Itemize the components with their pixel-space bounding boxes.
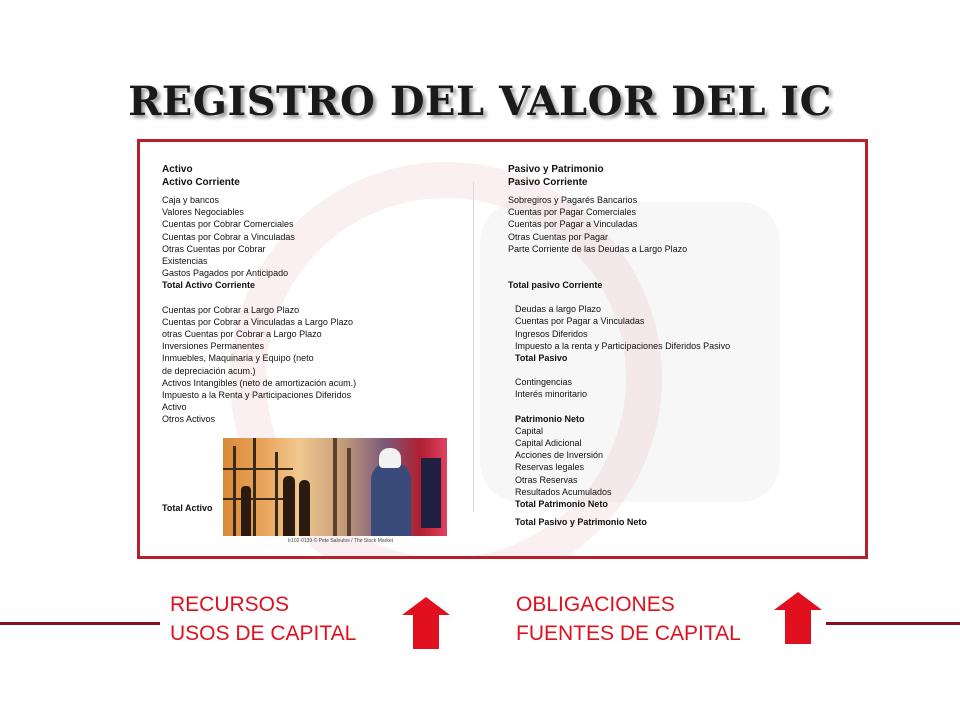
list-item: Interés minoritario — [515, 389, 588, 400]
list-item: Otros Activos — [162, 414, 216, 425]
list-item: Activos Intangibles (neto de amortización acum.) — [162, 377, 357, 388]
arrow-up-icon — [774, 592, 822, 644]
list-item: Inmuebles, Maquinaria y Equipo (neto de depreciación acum.) — [162, 353, 314, 376]
total-pasivo: Total Pasivo — [515, 353, 568, 364]
list-item: Reservas legales — [515, 462, 585, 473]
usos-capital-text: USOS DE CAPITAL — [170, 622, 357, 645]
list-item: Caja y bancos — [162, 195, 220, 205]
pasivo-heading: Pasivo y Patrimonio — [508, 164, 604, 175]
column-divider — [473, 182, 474, 512]
list-item: Resultados Acumulados — [515, 486, 612, 497]
liabilities-column — [508, 164, 848, 528]
list-item: Otras Cuentas por Cobrar — [162, 243, 266, 254]
list-item: Deudas a largo Plazo — [515, 304, 602, 315]
list-item: Cuentas por Pagar a Vinculadas — [515, 316, 645, 327]
list-item: Contingencias — [515, 377, 573, 388]
list-item: Cuentas por Cobrar a Largo Plazo — [162, 304, 300, 315]
list-item: Valores Negociables — [162, 207, 244, 218]
list-item: Inversiones Permanentes — [162, 341, 265, 352]
patrimonio-heading: Patrimonio Neto — [515, 413, 585, 424]
list-item: Cuentas por Cobrar a Vinculadas — [162, 231, 295, 242]
total-patrimonio: Total Patrimonio Neto — [515, 499, 608, 510]
list-item: otras Cuentas por Cobrar a Largo Plazo — [162, 329, 322, 340]
total-pasivo-corriente: Total pasivo Corriente — [508, 280, 603, 291]
total-activo-corriente: Total Activo Corriente — [162, 280, 256, 291]
photo-caption: Ir102-0139 © Pete Saloutos / The Stock Market — [288, 538, 394, 544]
activo-corriente-heading: Activo Corriente — [162, 176, 240, 188]
list-item: Ingresos Diferidos — [515, 328, 588, 339]
fuentes-capital-text: FUENTES DE CAPITAL — [516, 622, 741, 645]
total-pasivo-patrimonio: Total Pasivo y Patrimonio Neto — [515, 517, 647, 528]
list-item: Otras Reservas — [515, 474, 578, 485]
decorative-line-left — [0, 622, 160, 625]
balance-sheet-panel — [137, 139, 868, 559]
list-item: Impuesto a la renta y Participaciones Diferidos Pasivo — [515, 340, 731, 351]
recursos-text: RECURSOS — [170, 593, 290, 616]
list-item: Otras Cuentas por Pagar — [508, 231, 609, 242]
list-item: Sobregiros y Pagarés Bancarios — [508, 195, 638, 205]
list-item: Capital — [515, 425, 544, 436]
list-item: Impuesto a la Renta y Participaciones Diferidos Activo — [162, 390, 352, 413]
pasivo-corriente-heading: Pasivo Corriente — [508, 176, 588, 188]
list-item: Acciones de Inversión — [515, 450, 604, 461]
obligaciones-label — [516, 590, 741, 648]
list-item: Gastos Pagados por Anticipado — [162, 268, 289, 279]
list-item: Cuentas por Pagar Comerciales — [508, 207, 637, 218]
list-item: Cuentas por Pagar a Vinculadas — [508, 219, 638, 230]
list-item: Existencias — [162, 256, 208, 267]
list-item: Cuentas por Cobrar Comerciales — [162, 219, 294, 230]
arrow-up-icon — [402, 597, 450, 649]
recursos-label — [170, 590, 356, 648]
total-activo: Total Activo — [162, 502, 213, 513]
decorative-line-right — [826, 622, 960, 625]
list-item: Capital Adicional — [515, 438, 582, 449]
obligaciones-text: OBLIGACIONES — [516, 593, 675, 616]
list-item: Cuentas por Cobrar a Vinculadas a Largo Plazo — [162, 316, 353, 327]
list-item: Parte Corriente de las Deudas a Largo Plazo — [508, 243, 688, 254]
activo-heading: Activo — [162, 164, 193, 175]
slide-title: REGISTRO DEL VALOR DEL IC — [128, 78, 832, 125]
construction-photo — [223, 438, 447, 536]
